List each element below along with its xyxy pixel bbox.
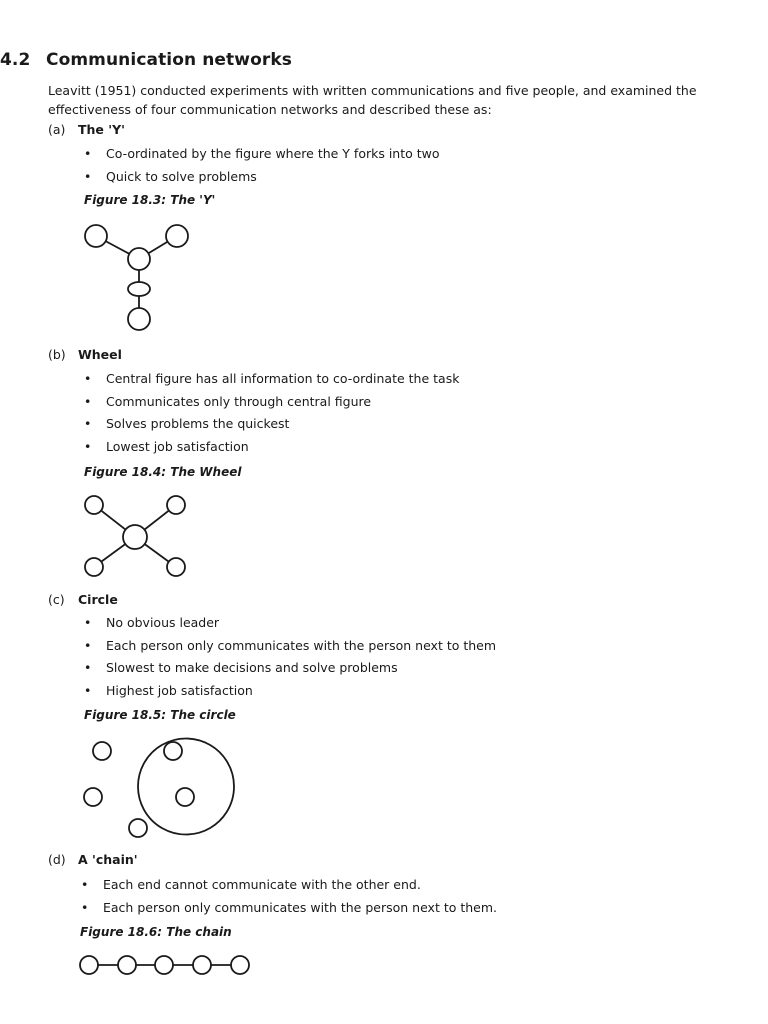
network-chain-title: A 'chain' (78, 852, 138, 867)
figure-circle-caption: Figure 18.5: The circle (84, 708, 236, 722)
figure-chain-caption: Figure 18.6: The chain (80, 925, 232, 939)
chain-node (118, 956, 136, 974)
list-item: • No obvious leader (78, 612, 496, 635)
chain-node (231, 956, 249, 974)
chain-node (155, 956, 173, 974)
list-item: • Each person only communicates with the person next to them (78, 635, 496, 658)
figure-y-caption: Figure 18.3: The 'Y' (84, 193, 216, 207)
network-wheel-title: Wheel (78, 347, 122, 362)
chain-node (193, 956, 211, 974)
list-item: • Slowest to make decisions and solve problems (78, 657, 496, 680)
section-title: Communication networks (46, 50, 292, 70)
figure-wheel-caption: Figure 18.4: The Wheel (84, 465, 242, 479)
list-item: • Solves problems the quickest (78, 413, 459, 436)
list-item: • Central figure has all information to co-ordinate the task (78, 368, 459, 391)
network-chain-letter: (d) (48, 852, 66, 867)
list-item: • Co-ordinated by the figure where the Y forks into two (78, 143, 440, 166)
list-item: • Highest job satisfaction (78, 680, 496, 703)
list-item: • Quick to solve problems (78, 166, 440, 189)
section-number: 4.2 (0, 50, 31, 70)
list-item: • Each person only communicates with the person next to them. (75, 897, 497, 920)
intro-paragraph: Leavitt (1951) conducted experiments with written communications and five people, and examined the effectiveness of four communication networks and described these as: (48, 83, 697, 117)
network-y-title: The 'Y' (78, 122, 125, 137)
network-circle-title: Circle (78, 592, 118, 607)
list-item: • Communicates only through central figure (78, 391, 459, 414)
list-item: • Lowest job satisfaction (78, 436, 459, 459)
network-y-letter: (a) (48, 122, 66, 137)
chain-node (80, 956, 98, 974)
list-item: • Each end cannot communicate with the other end. (75, 874, 497, 897)
network-wheel-letter: (b) (48, 347, 66, 362)
network-circle-letter: (c) (48, 592, 65, 607)
